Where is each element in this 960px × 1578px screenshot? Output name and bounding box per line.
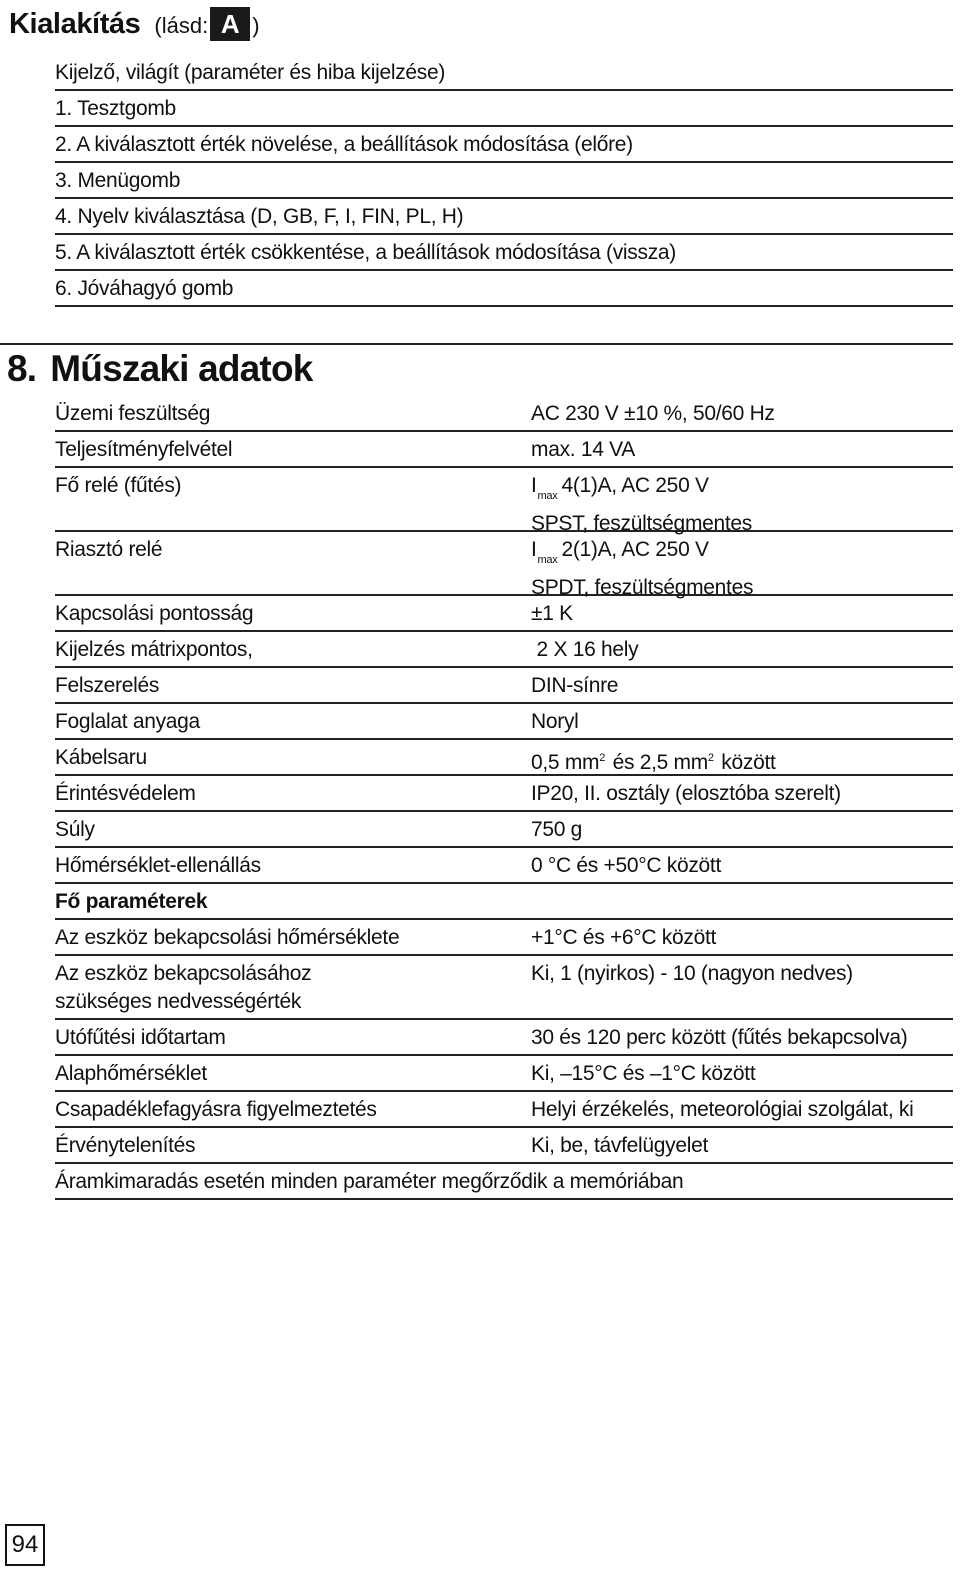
section-title: Műszaki adatok <box>50 348 313 389</box>
spec-label-line: Az eszköz bekapcsolásához <box>55 962 312 985</box>
spec-label: Csapadéklefagyásra figyelmeztetés <box>55 1098 377 1121</box>
list-item: 5. A kiválasztott érték csökkentése, a beállítások módosítása (vissza) <box>55 235 953 271</box>
spec-value: Helyi érzékelés, meteorológiai szolgálat, ki <box>531 1098 914 1121</box>
list-item: 3. Menügomb <box>55 163 953 199</box>
spec-label-line: szükséges nedvességérték <box>55 990 302 1013</box>
spec-row-mounting <box>55 668 953 704</box>
spec-row-weight <box>55 812 953 848</box>
spec-row-switching-accuracy <box>55 596 953 632</box>
see-close: ) <box>252 13 260 38</box>
page-number: 94 <box>5 1524 45 1566</box>
spec-value: 0 °C és +50°C között <box>531 854 721 877</box>
section-heading <box>7 348 313 390</box>
spec-label: Foglalat anyaga <box>55 710 200 733</box>
spec-value-text: és 2,5 mm <box>607 751 708 774</box>
spec-row-protection <box>55 776 953 812</box>
spec-value: 750 g <box>531 818 583 841</box>
spec-value <box>531 532 753 602</box>
spec-value: 2 X 16 hely <box>531 638 639 661</box>
list-item: 4. Nyelv kiválasztása (D, GB, F, I, FIN, PL, H) <box>55 199 953 235</box>
spec-value-text: 4(1)A, AC 250 V <box>561 474 709 497</box>
list-item: 6. Jóváhagyó gomb <box>55 271 953 307</box>
spec-row-base-temperature <box>55 1056 953 1092</box>
spec-value <box>531 468 752 538</box>
spec-note: Áramkimaradás esetén minden paraméter megőrződik a memóriában <box>55 1170 684 1193</box>
spec-label: Üzemi feszültség <box>55 402 211 425</box>
current-symbol: I <box>531 474 537 497</box>
spec-row-temperature-range <box>55 848 953 884</box>
spec-row-alarm-relay <box>55 532 953 599</box>
spec-label: Felszerelés <box>55 674 160 697</box>
section-divider <box>0 343 953 345</box>
list-item: Kijelző, világít (paraméter és hiba kijelzése) <box>55 55 953 91</box>
spec-label: Alaphőmérséklet <box>55 1062 207 1085</box>
spec-label: Érvénytelenítés <box>55 1134 196 1157</box>
spec-row-main-relay <box>55 468 953 535</box>
squared-superscript: 2 <box>599 752 606 764</box>
spec-subheading: Fő paraméterek <box>55 890 208 913</box>
spec-row-main-parameters-heading <box>55 884 953 920</box>
spec-value: DIN-sínre <box>531 674 619 697</box>
spec-value-line <box>531 472 752 510</box>
spec-label: Riasztó relé <box>55 538 163 561</box>
spec-label: Utófűtési időtartam <box>55 1026 226 1049</box>
spec-label <box>55 956 311 1016</box>
spec-label: Kábelsaru <box>55 746 147 769</box>
spec-row-display <box>55 632 953 668</box>
spec-row-cable-lugs <box>55 740 953 776</box>
spec-value-text: között <box>715 751 776 774</box>
section-number: 8. <box>7 348 37 389</box>
technical-data-table <box>55 396 953 1200</box>
spec-label: Kapcsolási pontosság <box>55 602 254 625</box>
spec-label: Súly <box>55 818 95 841</box>
spec-row-power-consumption <box>55 432 953 468</box>
spec-value-text: 2(1)A, AC 250 V <box>561 538 709 561</box>
spec-value: ±1 K <box>531 602 573 625</box>
spec-row-afterheat-duration <box>55 1020 953 1056</box>
current-symbol: I <box>531 538 537 561</box>
spec-value: 30 és 120 perc között (fűtés bekapcsolva) <box>531 1026 908 1049</box>
spec-value: max. 14 VA <box>531 438 635 461</box>
design-see-reference <box>154 7 259 41</box>
spec-row-housing-material <box>55 704 953 740</box>
see-label: (lásd: <box>154 13 209 38</box>
spec-label: Hőmérséklet-ellenállás <box>55 854 261 877</box>
spec-value: Ki, be, távfelügyelet <box>531 1134 708 1157</box>
spec-value: Noryl <box>531 710 579 733</box>
spec-value-line: SPST, feszültségmentes <box>531 512 753 535</box>
spec-row-operating-voltage <box>55 396 953 432</box>
spec-value: +1°C és +6°C között <box>531 926 717 949</box>
spec-row-power-failure-note <box>55 1164 953 1200</box>
design-items-list <box>55 55 953 307</box>
current-subscript: max <box>537 554 558 566</box>
current-subscript: max <box>537 490 558 502</box>
spec-value <box>531 740 776 777</box>
spec-row-humidity-threshold <box>55 956 953 1020</box>
squared-superscript: 2 <box>707 752 714 764</box>
list-item: 2. A kiválasztott érték növelése, a beállítások módosítása (előre) <box>55 127 953 163</box>
spec-value-line: SPDT, feszültségmentes <box>531 576 754 599</box>
spec-value: IP20, II. osztály (elosztóba szerelt) <box>531 782 841 805</box>
list-item: 1. Tesztgomb <box>55 91 953 127</box>
design-heading <box>9 6 260 42</box>
figure-reference-badge: A <box>210 7 250 41</box>
spec-label: Fő relé (fűtés) <box>55 474 182 497</box>
spec-value: Ki, 1 (nyirkos) - 10 (nagyon nedves) <box>531 962 853 985</box>
spec-label: Érintésvédelem <box>55 782 196 805</box>
spec-value-text: 0,5 mm <box>531 751 600 774</box>
spec-label: Teljesítményfelvétel <box>55 438 233 461</box>
spec-value: AC 230 V ±10 %, 50/60 Hz <box>531 402 775 425</box>
spec-label: Az eszköz bekapcsolási hőmérséklete <box>55 926 400 949</box>
spec-row-override <box>55 1128 953 1164</box>
spec-label: Kijelzés mátrixpontos, <box>55 638 253 661</box>
spec-value-line <box>531 536 753 574</box>
spec-row-frost-warning <box>55 1092 953 1128</box>
spec-value: Ki, –15°C és –1°C között <box>531 1062 756 1085</box>
design-title: Kialakítás <box>9 7 141 40</box>
spec-row-switch-on-temperature <box>55 920 953 956</box>
